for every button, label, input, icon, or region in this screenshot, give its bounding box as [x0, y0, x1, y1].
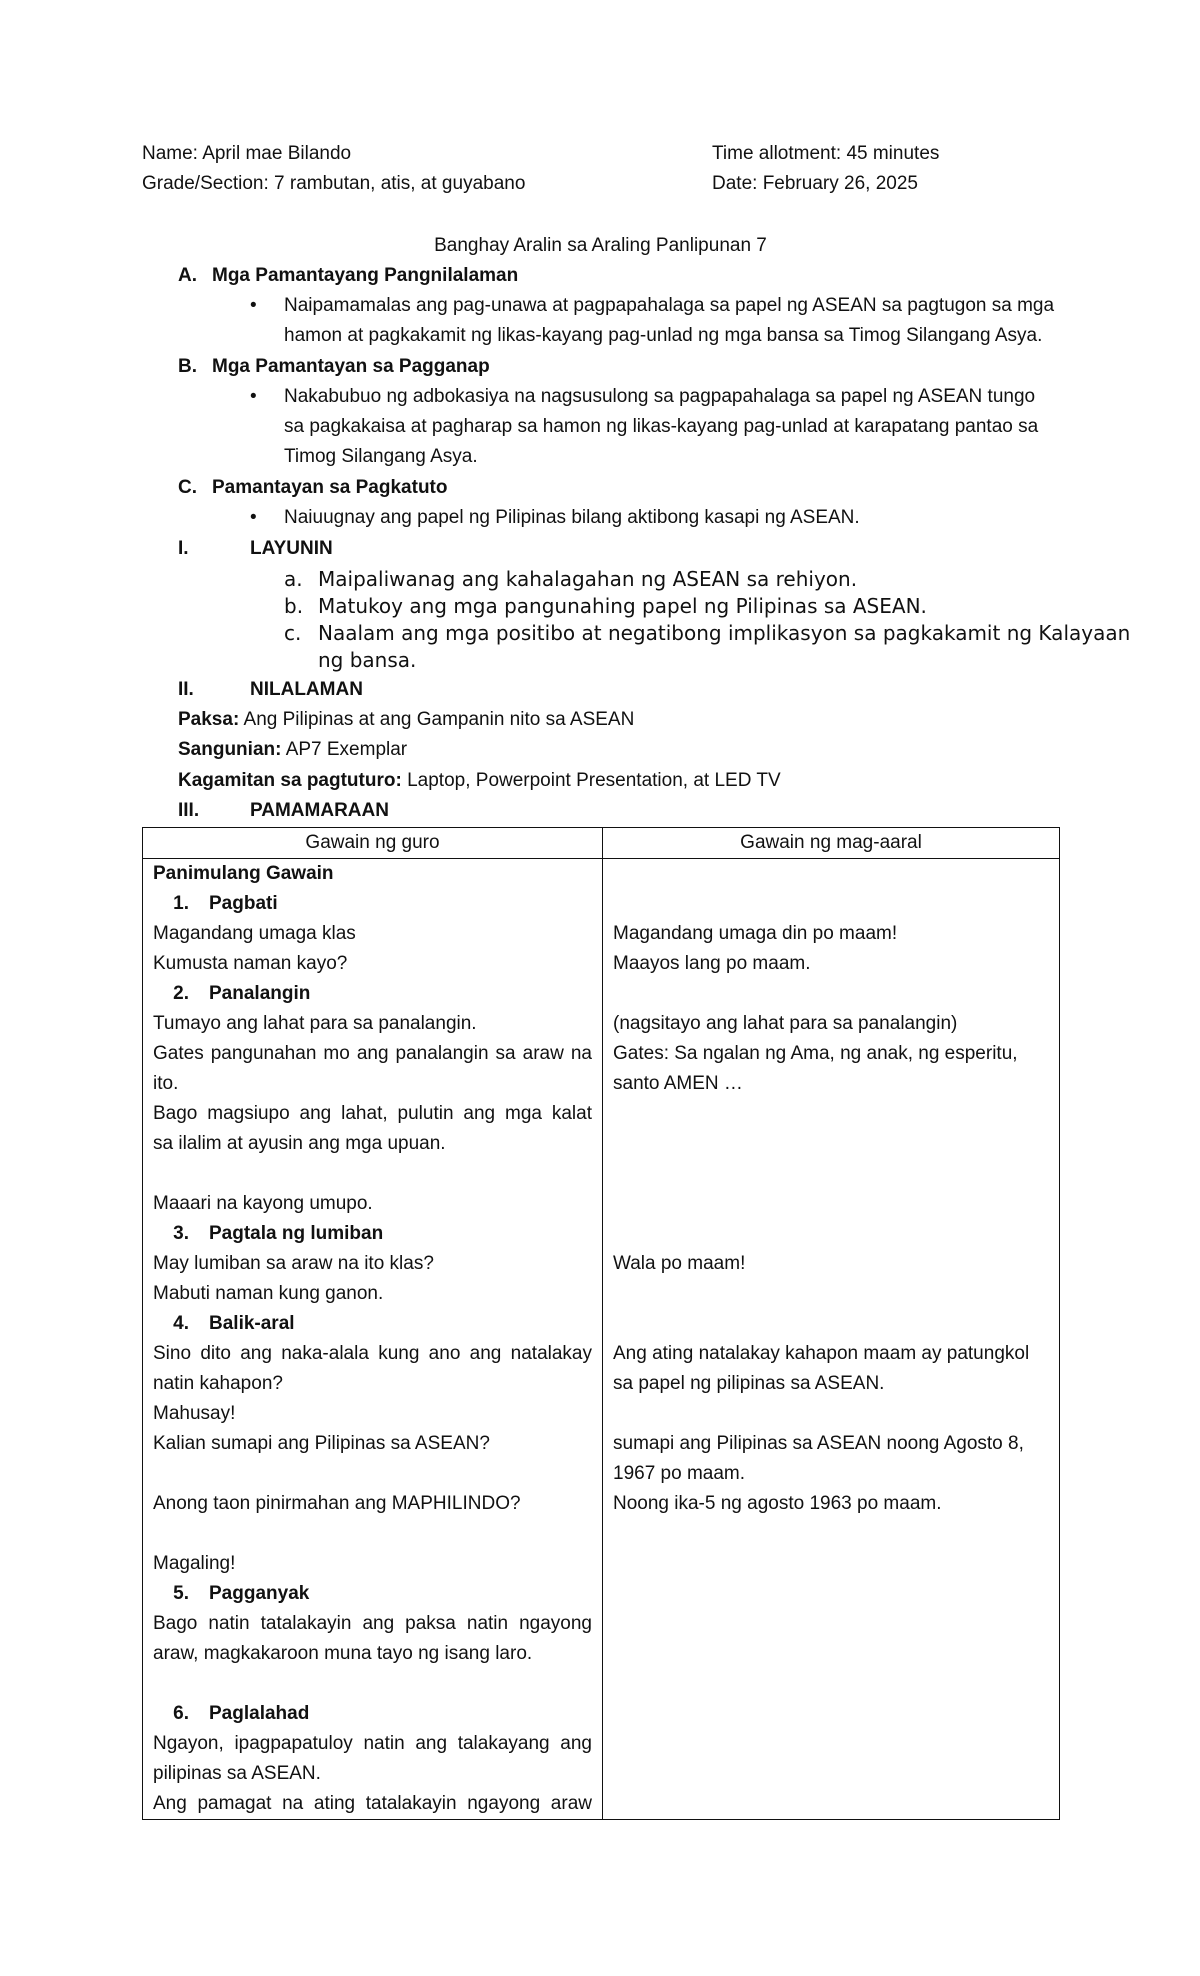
grade-section-field: Grade/Section: 7 rambutan, atis, at guyabano: [142, 173, 526, 194]
blank-line: [613, 1309, 1049, 1339]
objective-c-continuation: ng bansa.: [318, 648, 417, 672]
blank-line: [613, 1579, 1049, 1609]
teacher-line: araw, magkakaroon muna tayo ng isang laro.: [153, 1643, 533, 1664]
paksa-value: Ang Pilipinas at ang Gampanin nito sa ASEAN: [243, 709, 635, 730]
blank-line: [153, 1519, 592, 1549]
step-number: 6.: [173, 1703, 189, 1724]
teacher-line: Anong taon pinirmahan ang MAPHILINDO?: [153, 1493, 521, 1514]
blank-line: [613, 1639, 1049, 1669]
student-line: sumapi ang Pilipinas sa ASEAN noong Agosto 8,: [613, 1433, 1024, 1454]
section-c-title: Pamantayan sa Pagkatuto: [212, 477, 448, 498]
blank-line: [613, 1759, 1049, 1789]
paksa-label: Paksa:: [178, 709, 240, 730]
student-line: santo AMEN …: [613, 1073, 743, 1094]
teacher-line: Magandang umaga klas: [153, 923, 356, 944]
student-line: Ang ating natalakay kahapon maam ay patungkol: [613, 1343, 1030, 1364]
time-allotment-field: Time allotment: 45 minutes: [712, 143, 940, 164]
student-line: (nagsitayo ang lahat para sa panalangin): [613, 1013, 958, 1034]
layunin-title: LAYUNIN: [250, 538, 333, 559]
teacher-line: Bago magsiupo ang lahat, pulutin ang mga kalat: [153, 1103, 592, 1124]
kagamitan-line: [178, 766, 781, 796]
teacher-line: natin kahapon?: [153, 1373, 283, 1394]
nilalaman-heading: [178, 675, 363, 705]
objective-b: [284, 593, 927, 620]
section-c-text: Naiuugnay ang papel ng Pilipinas bilang aktibong kasapi ng ASEAN.: [284, 507, 860, 528]
teacher-line: Magaling!: [153, 1553, 236, 1574]
layunin-heading: [178, 534, 333, 564]
student-activity-cell: [603, 859, 1060, 1820]
section-c-mark: C.: [178, 477, 197, 498]
bullet-dot: •: [250, 295, 257, 316]
step-heading: [153, 889, 592, 919]
teacher-line: Tumayo ang lahat para sa panalangin.: [153, 1013, 477, 1034]
student-line: Gates: Sa ngalan ng Ama, ng anak, ng esperitu,: [613, 1043, 1018, 1064]
table-row: [143, 859, 1060, 1820]
step-title: Panalangin: [209, 983, 311, 1004]
step-number: 3.: [173, 1223, 189, 1244]
objective-a-mark: a.: [284, 567, 303, 591]
teacher-line: ito.: [153, 1073, 179, 1094]
pamamaraan-mark: III.: [178, 800, 200, 821]
blank-line: [613, 979, 1049, 1009]
blank-line: [153, 1669, 592, 1699]
teacher-line: Mabuti naman kung ganon.: [153, 1283, 384, 1304]
pamamaraan-title: PAMAMARAAN: [250, 800, 389, 821]
objective-b-text: Matukoy ang mga pangunahing papel ng Pilipinas sa ASEAN.: [318, 594, 927, 618]
sangunian-value: AP7 Exemplar: [285, 739, 408, 760]
blank-line: [613, 1669, 1049, 1699]
student-line: Wala po maam!: [613, 1253, 746, 1274]
teacher-column-header: Gawain ng guro: [143, 828, 603, 859]
student-line: sa papel ng pilipinas sa ASEAN.: [613, 1373, 885, 1394]
objective-b-mark: b.: [284, 594, 304, 618]
teacher-line: Maaari na kayong umupo.: [153, 1193, 373, 1214]
teacher-line: May lumiban sa araw na ito klas?: [153, 1253, 434, 1274]
teacher-line: Kalian sumapi ang Pilipinas sa ASEAN?: [153, 1433, 490, 1454]
section-b-title: Mga Pamantayan sa Pagganap: [212, 356, 490, 377]
page-title: Banghay Aralin sa Araling Panlipunan 7: [434, 235, 767, 256]
nilalaman-mark: II.: [178, 679, 194, 700]
section-b-mark: B.: [178, 356, 197, 377]
layunin-mark: I.: [178, 538, 189, 559]
step-title: Pagtala ng lumiban: [209, 1223, 384, 1244]
step-number: 5.: [173, 1583, 189, 1604]
teacher-activity-cell: [143, 859, 603, 1820]
blank-line: [613, 889, 1049, 919]
objective-a-text: Maipaliwanag ang kahalagahan ng ASEAN sa rehiyon.: [318, 567, 858, 591]
section-a-mark: A.: [178, 265, 197, 286]
objective-c-mark: c.: [284, 621, 302, 645]
blank-line: [153, 1159, 592, 1189]
student-line: Maayos lang po maam.: [613, 953, 811, 974]
pamamaraan-heading: [178, 796, 389, 826]
blank-line: [613, 1699, 1049, 1729]
procedure-table: [142, 827, 1060, 1820]
step-heading: [153, 1309, 592, 1339]
section-a-heading: [178, 261, 518, 291]
step-number: 2.: [173, 983, 189, 1004]
blank-line: [613, 1519, 1049, 1549]
sangunian-label: Sangunian:: [178, 739, 282, 760]
blank-line: [613, 1729, 1049, 1759]
section-a-text-line-1: Naipamamalas ang pag-unawa at pagpapahalaga sa papel ng ASEAN sa pagtugon sa mga: [284, 295, 1055, 316]
blank-line: [613, 1189, 1049, 1219]
step-number: 4.: [173, 1313, 189, 1334]
objective-c-text: Naalam ang mga positibo at negatibong implikasyon sa pagkakamit ng Kalayaan: [318, 621, 1131, 645]
section-a-text-line-2: hamon at pagkakamit ng likas-kayang pag-unlad ng mga bansa sa Timog Silangang Asya.: [284, 325, 1043, 346]
teacher-line: sa ilalim at ayusin ang mga upuan.: [153, 1133, 446, 1154]
blank-line: [613, 1549, 1049, 1579]
table-header-row: [143, 828, 1060, 859]
step-title: Pagbati: [209, 893, 278, 914]
teacher-line: Sino dito ang naka-alala kung ano ang natalakay: [153, 1343, 592, 1364]
paksa-line: [178, 705, 634, 735]
step-number: 1.: [173, 893, 189, 914]
bullet-dot: •: [250, 386, 257, 407]
phase-heading: Panimulang Gawain: [153, 863, 334, 884]
step-heading: [153, 1219, 592, 1249]
blank-line: [613, 1129, 1049, 1159]
blank-line: [613, 1609, 1049, 1639]
section-c-heading: [178, 473, 447, 503]
student-column-header: Gawain ng mag-aaral: [603, 828, 1060, 859]
section-a-title: Mga Pamantayang Pangnilalaman: [212, 265, 519, 286]
teacher-line: Mahusay!: [153, 1403, 236, 1424]
blank-line: [613, 1399, 1049, 1429]
objective-c: [284, 620, 1130, 647]
section-b-text-line-2: sa pagkakaisa at pagharap sa hamon ng likas-kayang pag-unlad at karapatang pantao sa: [284, 416, 1039, 437]
teacher-line: Ang pamagat na ating tatalakayin ngayong araw: [153, 1793, 592, 1814]
teacher-line: Bago natin tatalakayin ang paksa natin ngayong: [153, 1613, 592, 1634]
blank-line: [613, 1279, 1049, 1309]
section-b-heading: [178, 352, 490, 382]
step-title: Balik-aral: [209, 1313, 295, 1334]
bullet-dot: •: [250, 507, 257, 528]
teacher-line: pilipinas sa ASEAN.: [153, 1763, 321, 1784]
student-line: 1967 po maam.: [613, 1463, 746, 1484]
blank-line: [613, 1159, 1049, 1189]
student-line: Magandang umaga din po maam!: [613, 923, 898, 944]
blank-line: [613, 1099, 1049, 1129]
step-heading: [153, 1579, 592, 1609]
sangunian-line: [178, 735, 407, 765]
objective-a: [284, 566, 857, 593]
section-b-text-line-1: Nakabubuo ng adbokasiya na nagsusulong sa pagpapahalaga sa papel ng ASEAN tungo: [284, 386, 1036, 407]
teacher-line: Ngayon, ipagpapatuloy natin ang talakayang ang: [153, 1733, 592, 1754]
teacher-line: Kumusta naman kayo?: [153, 953, 348, 974]
step-heading: [153, 979, 592, 1009]
blank-line: [613, 1789, 1049, 1819]
teacher-line: Gates pangunahan mo ang panalangin sa araw na: [153, 1043, 592, 1064]
blank-line: [613, 1219, 1049, 1249]
student-line: Noong ika-5 ng agosto 1963 po maam.: [613, 1493, 942, 1514]
blank-line: [153, 1459, 592, 1489]
kagamitan-label: Kagamitan sa pagtuturo:: [178, 770, 402, 791]
step-heading: [153, 1699, 592, 1729]
kagamitan-value: Laptop, Powerpoint Presentation, at LED TV: [407, 770, 781, 791]
date-field: Date: February 26, 2025: [712, 173, 918, 194]
step-title: Paglalahad: [209, 1703, 310, 1724]
step-title: Pagganyak: [209, 1583, 310, 1604]
nilalaman-title: NILALAMAN: [250, 679, 363, 700]
name-field: Name: April mae Bilando: [142, 143, 352, 164]
blank-line: [613, 859, 1049, 889]
section-b-text-line-3: Timog Silangang Asya.: [284, 446, 478, 467]
